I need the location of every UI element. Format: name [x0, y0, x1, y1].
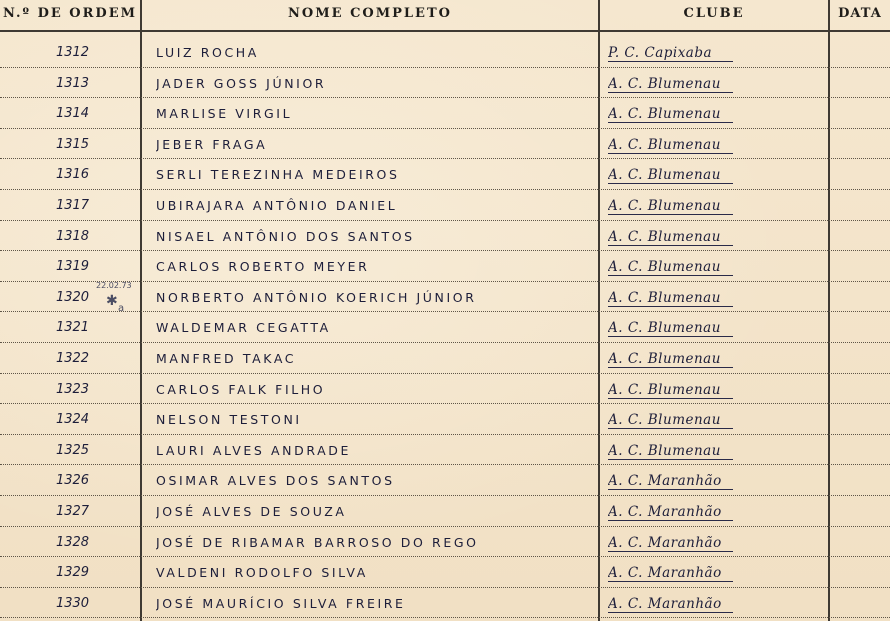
- entry-number: 1322: [55, 351, 90, 366]
- table-row: [0, 434, 890, 466]
- entry-name: CARLOS ROBERTO MEYER: [156, 259, 370, 275]
- table-row: [0, 311, 890, 343]
- entry-date: [832, 42, 890, 64]
- entry-date: [832, 470, 890, 492]
- entry-number: 1329: [55, 565, 90, 581]
- entry-name: JOSÉ ALVES DE SOUZA: [156, 504, 347, 519]
- entry-name: NORBERTO ANTÔNIO KOERICH JÚNIOR: [156, 289, 477, 305]
- entry-date: [832, 348, 890, 370]
- entry-number: 1313: [55, 75, 90, 91]
- entry-number: 1327: [55, 504, 90, 519]
- entry-date: [832, 134, 890, 156]
- entry-date: [832, 379, 890, 401]
- table-row: [0, 250, 890, 282]
- header-nome: NOME COMPLETO: [288, 6, 452, 21]
- entry-name: JOSÉ DE RIBAMAR BARROSO DO REGO: [156, 534, 479, 550]
- entry-club: A. C. Blumenau: [608, 348, 823, 370]
- asterisk-icon: ✱: [106, 293, 118, 309]
- table-row: [0, 220, 890, 252]
- annotation-letter: a: [118, 303, 125, 314]
- entry-number: 1319: [55, 259, 90, 275]
- entry-number: 1326: [55, 473, 90, 489]
- table-row: [0, 464, 890, 496]
- entry-name: JADER GOSS JÚNIOR: [156, 75, 327, 91]
- entry-name: MANFRED TAKAC: [156, 351, 297, 366]
- table-row: [0, 587, 890, 619]
- entry-number: 1323: [55, 381, 90, 397]
- entry-number: 1318: [55, 228, 90, 244]
- entry-date: [832, 409, 890, 431]
- entry-name: LUIZ ROCHA: [156, 45, 259, 60]
- table-row: [0, 373, 890, 405]
- table-row: [0, 128, 890, 160]
- entry-club: A. C. Blumenau: [608, 256, 823, 278]
- entry-number: 1315: [55, 136, 90, 152]
- entry-club: P. C. Capixaba: [608, 42, 823, 64]
- entry-number: 1321: [55, 320, 90, 336]
- entry-club: A. C. Blumenau: [608, 134, 823, 156]
- annotation-date: 22.02.73: [96, 281, 132, 290]
- table-row: [0, 556, 890, 588]
- entry-club: A. C. Blumenau: [608, 317, 823, 339]
- entry-club: A. C. Blumenau: [608, 287, 823, 309]
- entry-date: [832, 501, 890, 523]
- entry-number: 1328: [55, 534, 90, 550]
- entry-name: OSIMAR ALVES DOS SANTOS: [156, 473, 395, 489]
- entry-date: [832, 164, 890, 186]
- table-row: [0, 495, 890, 527]
- table-row: [0, 281, 890, 313]
- entry-number: 1316: [55, 167, 90, 183]
- entry-number: 1330: [55, 595, 90, 611]
- header-data: DATA: [838, 6, 882, 21]
- entry-date: [832, 317, 890, 339]
- entry-name: CARLOS FALK FILHO: [156, 381, 326, 397]
- entry-name: JOSÉ MAURÍCIO SILVA FREIRE: [156, 595, 406, 611]
- entry-date: [832, 562, 890, 584]
- entry-name: MARLISE VIRGIL: [156, 106, 293, 122]
- entry-club: A. C. Blumenau: [608, 195, 823, 217]
- entry-date: [832, 532, 890, 554]
- table-row: [0, 158, 890, 190]
- entry-club: A. C. Maranhão: [608, 562, 823, 584]
- entry-club: A. C. Blumenau: [608, 226, 823, 248]
- entry-number: 1320: [55, 289, 90, 305]
- margin-annotation: [96, 281, 132, 321]
- entry-date: [832, 226, 890, 248]
- table-row: [0, 97, 890, 129]
- entry-name: WALDEMAR CEGATTA: [156, 320, 331, 336]
- table-row: [0, 403, 890, 435]
- entry-name: JEBER FRAGA: [156, 136, 268, 152]
- entry-date: [832, 256, 890, 278]
- entry-name: NISAEL ANTÔNIO DOS SANTOS: [156, 228, 415, 244]
- entry-name: SERLI TEREZINHA MEDEIROS: [156, 167, 400, 183]
- entry-date: [832, 103, 890, 125]
- entry-number: 1312: [55, 45, 90, 60]
- header-clube: CLUBE: [683, 6, 745, 21]
- entry-date: [832, 287, 890, 309]
- entry-club: A. C. Maranhão: [608, 532, 823, 554]
- entry-number: 1314: [55, 106, 90, 122]
- entry-club: A. C. Blumenau: [608, 409, 823, 431]
- entry-club: A. C. Blumenau: [608, 103, 823, 125]
- entry-club: A. C. Maranhão: [608, 470, 823, 492]
- entry-club: A. C. Blumenau: [608, 73, 823, 95]
- entry-number: 1317: [55, 198, 90, 213]
- entry-club: A. C. Blumenau: [608, 440, 823, 462]
- entry-club: A. C. Maranhão: [608, 501, 823, 523]
- entry-date: [832, 593, 890, 615]
- entry-number: 1324: [55, 412, 90, 428]
- entry-name: LAURI ALVES ANDRADE: [156, 442, 351, 458]
- table-row: [0, 67, 890, 99]
- entry-club: A. C. Maranhão: [608, 593, 823, 615]
- entry-date: [832, 73, 890, 95]
- entry-club: A. C. Blumenau: [608, 164, 823, 186]
- header-ordem: N.º DE ORDEM: [2, 6, 137, 21]
- entry-number: 1325: [55, 442, 90, 458]
- entry-name: VALDENI RODOLFO SILVA: [156, 565, 368, 581]
- table-row: [0, 189, 890, 221]
- entry-name: UBIRAJARA ANTÔNIO DANIEL: [156, 198, 398, 213]
- table-row: [0, 36, 890, 68]
- entry-name: NELSON TESTONI: [156, 412, 302, 428]
- ledger-header: [0, 0, 890, 32]
- entry-date: [832, 195, 890, 217]
- table-row: [0, 526, 890, 558]
- table-row: [0, 342, 890, 374]
- entry-club: A. C. Blumenau: [608, 379, 823, 401]
- entry-date: [832, 440, 890, 462]
